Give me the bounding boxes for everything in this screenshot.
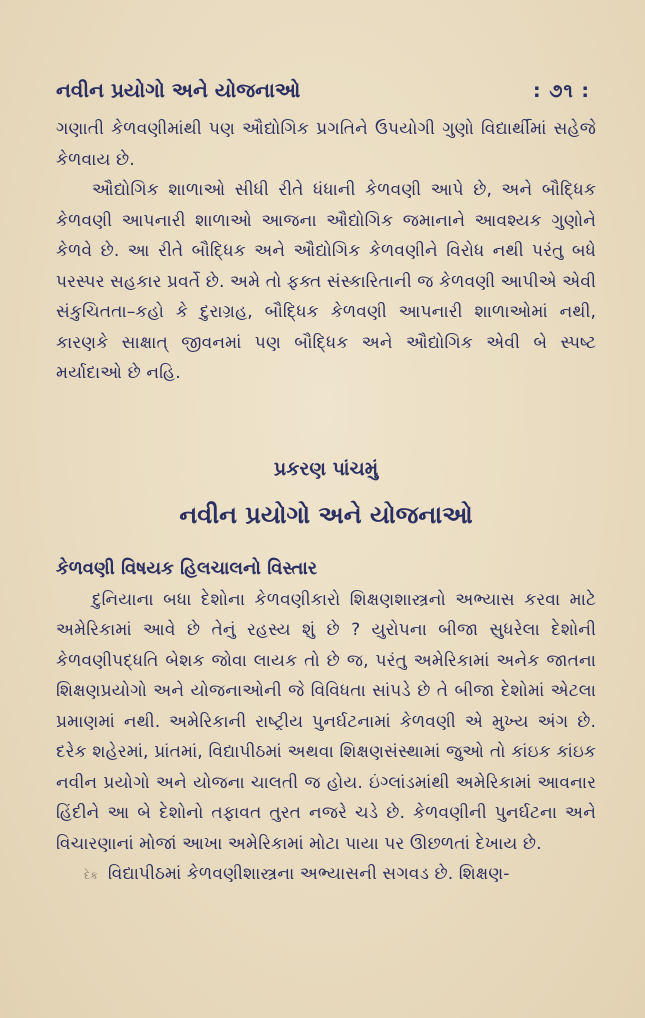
chapter-heading [56, 449, 596, 537]
paragraph-america: દુનિયાના બધા દેશોના કેળવણીકારો શિક્ષણશાસ્ત્રનો અભ્યાસ કરવા માટે અમેરિકામાં આવે છે તેનું રહસ્ય શું છે ? યુરોપના બીજા સુધરેલા દેશોની કેળવણીપદ્ધતિ બેશક જોવા લાયક તો છે જ, પરંતુ અમેરિકામાં અનેક જાતના શિક્ષણપ્રયોગો અને યોજનાઓની જે વિવિધતા સાંપડે છે તે બીજા દેશોમાં એટલા પ્રમાણમાં નથી. અમેરિકાની રાષ્ટ્રીય પુનર્ઘટનામાં કેળવણી એ મુખ્ય અંગ છે. દરેક શહેરમાં, પ્રાંતમાં, વિદ્યાપીઠમાં અથવા શિક્ષણસંસ્થામાં જુઓ તો કાંઇક કાંઇક નવીન પ્રયોગો અને યોજના ચાલતી જ હોય. ઇંગ્લાંડમાંથી અમેરિકામાં આવનાર હિંદીને આ બે દેશોનો તફાવત તુરત નજરે ચડે છે. કેળવણીની પુનર્ઘટના અને વિચારણાનાં મોજાં આખા અમેરિકામાં મોટા પાયા પર ઊછળતાં દેખાય છે. [56, 589, 596, 854]
paragraph-industrial-schools: ઔદ્યોગિક શાળાઓ સીધી રીતે ધંધાની કેળવણી આપે છે, અને બૌદ્ધિક કેળવણી આપનારી શાળાઓ આજના ઔદ્યોગિક જમાનાને આવશ્યક ગુણોને કેળવે છે. આ રીતે બૌદ્ધિક અને ઔદ્યોગિક કેળવણીને વિરોધ નથી પરંતુ બધે પરસ્પર સહકાર પ્રવર્તે છે. અમે તો ફક્ત સંસ્કારિતાની જ કેળવણી આપીએ એવી સંકુચિતતા–કહો કે દુરાગ્રહ, બૌદ્ધિક કેળવણી આપનારી શાળાઓમાં નથી, કારણકે સાક્ષાત્ જીવનમાં પણ બૌદ્ધિક અને ઔદ્યોગિક એવી બે સ્પષ્ટ મર્યાદાઓ છે નહિ. [56, 180, 596, 383]
book-page [56, 78, 596, 890]
paragraph-continued: ગણાતી કેળવણીમાંથી પણ ઔદ્યોગિક પ્રગતિને ઉપયોગી ગુણો વિદ્યાર્થીમાં સહેજે કેળવાય છે. [56, 119, 596, 170]
last-line [56, 859, 596, 890]
running-title: નવીન પ્રયોગો અને યોજનાઓ [56, 78, 301, 102]
chapter-number: પ્રકરણ પાંચમું [273, 457, 379, 480]
paragraph-vidyapith: વિદ્યાપીઠમાં કેળવણીશાસ્ત્રના અભ્યાસની સગવડ છે. શિક્ષણ- [107, 864, 510, 884]
running-header [56, 78, 596, 114]
signature-mark: દેક [84, 869, 98, 882]
chapter-title: નવીન પ્રયોગો અને યોજનાઓ [179, 500, 473, 529]
section-heading: કેળવણી વિષયક હિલચાલનો વિસ્તાર [56, 557, 318, 579]
page-number: : ૭૧ : [533, 80, 590, 102]
